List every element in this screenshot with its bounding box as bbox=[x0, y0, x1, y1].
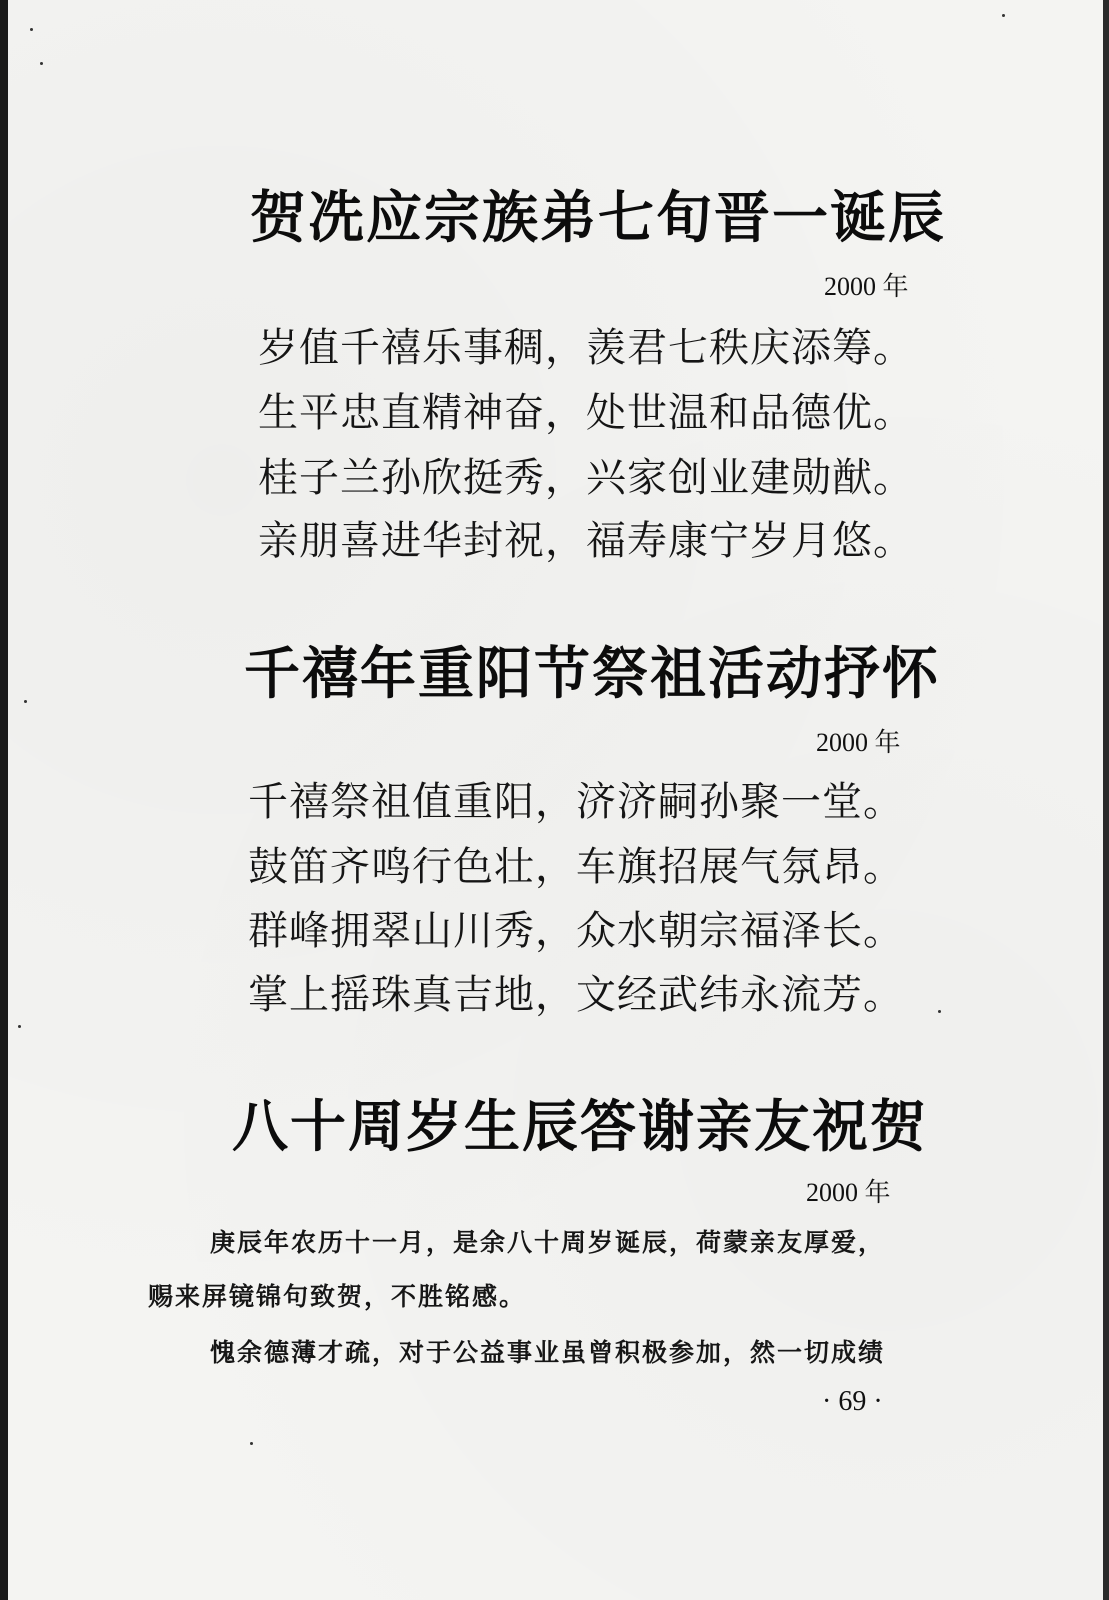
poem-2-line-3: 群峰拥翠山川秀，众水朝宗福泽长。 bbox=[248, 908, 904, 954]
scan-left-edge bbox=[0, 0, 8, 1600]
poem-2-line-2: 鼓笛齐鸣行色壮，车旗招展气氛昂。 bbox=[248, 844, 904, 890]
poem-2-date: 2000 年 bbox=[816, 728, 901, 757]
poem-3-date: 2000 年 bbox=[806, 1178, 891, 1207]
poem-1-line-1: 岁值千禧乐事稠，羡君七秩庆添筹。 bbox=[258, 325, 914, 371]
scan-speck bbox=[30, 28, 33, 31]
scan-speck bbox=[40, 62, 43, 65]
scan-speck bbox=[1002, 14, 1005, 17]
poem-2-line-4: 掌上摇珠真吉地，文经武纬永流芳。 bbox=[248, 972, 904, 1018]
scan-right-edge bbox=[1103, 0, 1109, 1600]
page-number: · 69 · bbox=[822, 1386, 883, 1417]
prose-paragraph-1: 庚辰年农历十一月，是余八十周岁诞辰，荷蒙亲友厚爱， bbox=[210, 1228, 886, 1257]
poem-1-line-3: 桂子兰孙欣挺秀，兴家创业建勋猷。 bbox=[258, 455, 914, 501]
poem-2-title: 千禧年重阳节祭祖活动抒怀 bbox=[244, 641, 940, 707]
prose-paragraph-2: 愧余德薄才疏，对于公益事业虽曾积极参加，然一切成绩 bbox=[210, 1338, 886, 1367]
poem-2-line-1: 千禧祭祖值重阳，济济嗣孙聚一堂。 bbox=[248, 779, 904, 825]
scan-speck bbox=[250, 1442, 253, 1445]
poem-1-line-2: 生平忠直精神奋，处世温和品德优。 bbox=[258, 390, 914, 436]
poem-1-title: 贺冼应宗族弟七旬晋一诞辰 bbox=[250, 185, 946, 251]
poem-1-date: 2000 年 bbox=[824, 272, 909, 301]
poem-3-title: 八十周岁生辰答谢亲友祝贺 bbox=[232, 1094, 928, 1160]
scan-speck bbox=[18, 1025, 21, 1028]
scan-speck bbox=[938, 1010, 941, 1013]
prose-paragraph-1-continued: 赐来屏镜锦句致贺，不胜铭感。 bbox=[148, 1282, 527, 1311]
poem-1-line-4: 亲朋喜进华封祝，福寿康宁岁月悠。 bbox=[258, 518, 914, 564]
scan-speck bbox=[24, 700, 27, 703]
